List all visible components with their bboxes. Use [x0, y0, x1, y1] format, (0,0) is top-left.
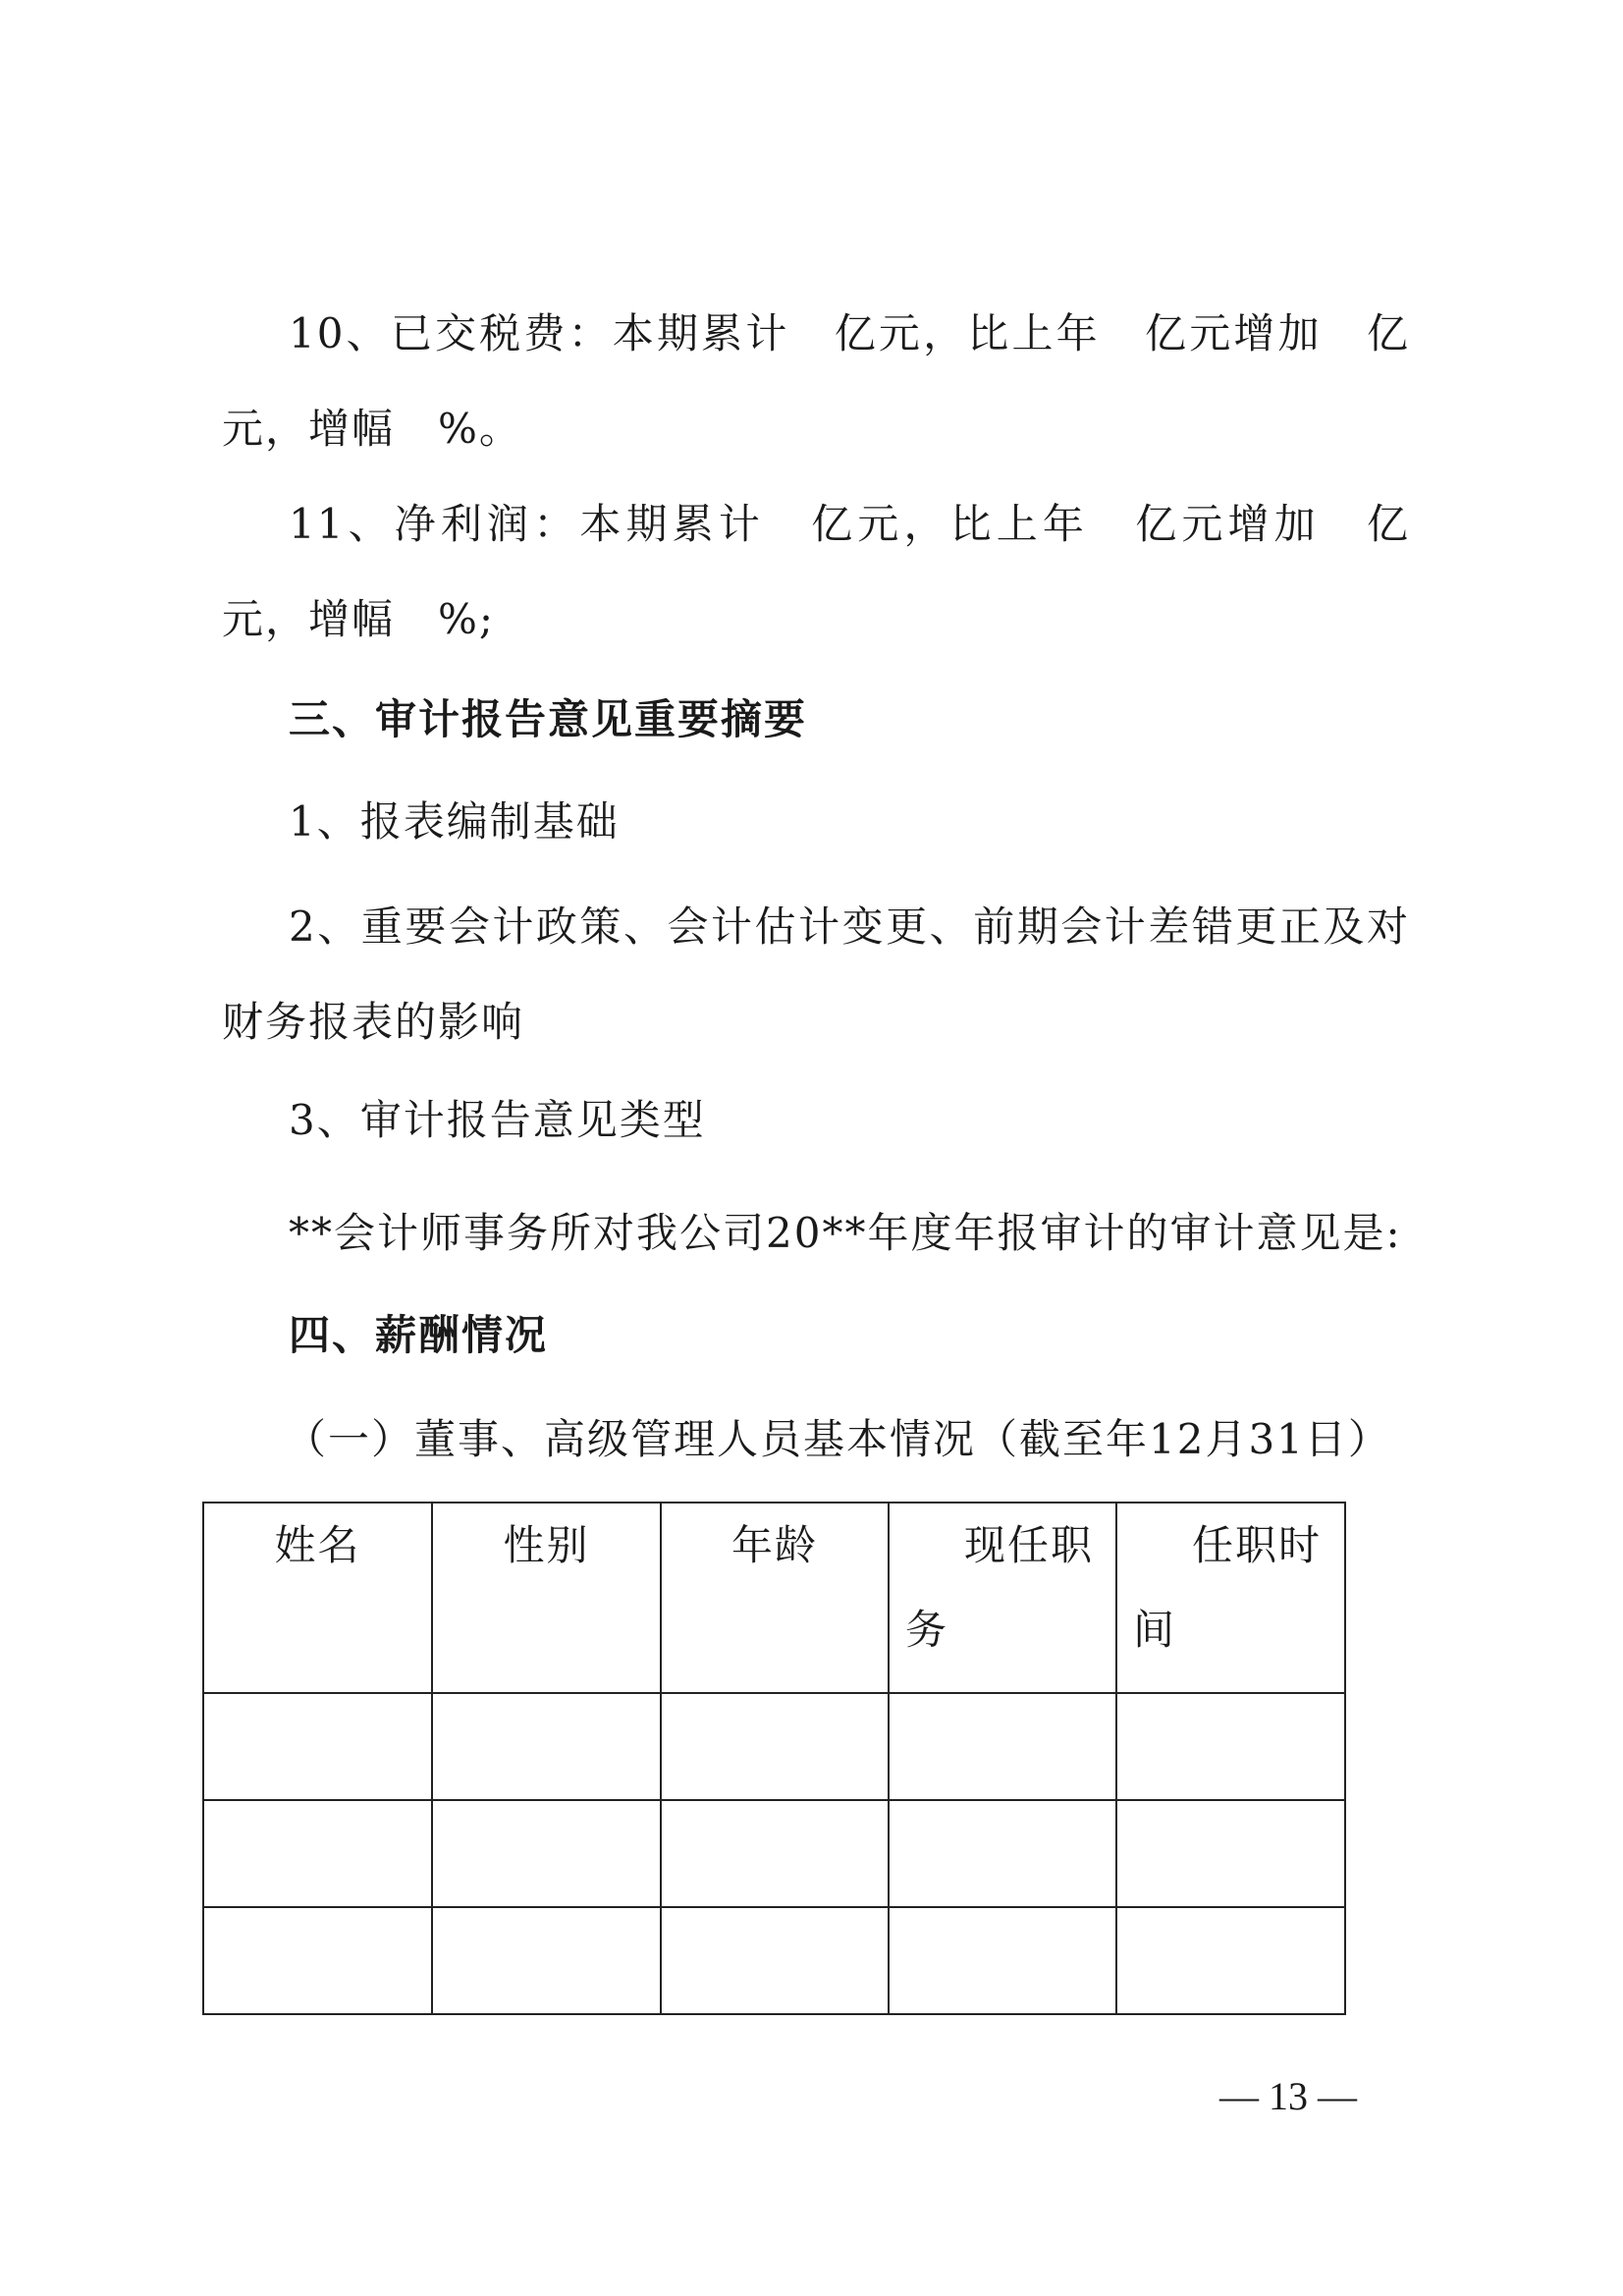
section3-title: 三、审计报告意见重要摘要 — [289, 695, 808, 743]
header-name: 姓名 — [203, 1503, 432, 1693]
table-row — [203, 1800, 1345, 1907]
table-cell — [889, 1907, 1116, 2014]
table-cell — [432, 1800, 661, 1907]
table-cell — [889, 1693, 1116, 1800]
table-cell — [432, 1907, 661, 2014]
section4-subtitle: （一）董事、高级管理人员基本情况（截至年12月31日） — [285, 1415, 1391, 1463]
table-cell — [203, 1693, 432, 1800]
section3-item2: 2、重要会计政策、会计估计变更、前期会计差错更正及对财务报表的影响 — [222, 902, 1410, 1046]
table-cell — [1116, 1907, 1345, 2014]
section3-opinion: **会计师事务所对我公司20**年度年报审计的审计意见是: — [289, 1209, 1402, 1257]
header-gender: 性别 — [432, 1503, 661, 1693]
staff-table — [202, 1502, 1346, 2015]
header-age: 年龄 — [661, 1503, 889, 1693]
table-row — [203, 1907, 1345, 2014]
item-net-profit: 11、净利润：本期累计 亿元，比上年 亿元增加 亿元，增幅 %; — [222, 500, 1410, 643]
table-row — [203, 1693, 1345, 1800]
header-current-position: 现任职务 — [889, 1503, 1116, 1693]
page-number: — 13 — — [1219, 2074, 1357, 2118]
table-cell — [203, 1907, 432, 2014]
table-cell — [1116, 1800, 1345, 1907]
table-cell — [661, 1800, 889, 1907]
table-cell — [889, 1800, 1116, 1907]
table-header-row — [203, 1503, 1345, 1693]
header-tenure: 任职时间 — [1116, 1503, 1345, 1693]
table-cell — [661, 1907, 889, 2014]
table-cell — [661, 1693, 889, 1800]
table-cell — [432, 1693, 661, 1800]
section3-item1: 1、报表编制基础 — [289, 797, 620, 846]
table-cell — [1116, 1693, 1345, 1800]
section4-title: 四、薪酬情况 — [289, 1311, 549, 1359]
staff-table-wrapper — [202, 1502, 1346, 2015]
item-tax-paid: 10、已交税费：本期累计 亿元，比上年 亿元增加 亿元，增幅 %。 — [222, 309, 1410, 453]
section3-item3: 3、审计报告意见类型 — [289, 1096, 706, 1144]
table-cell — [203, 1800, 432, 1907]
